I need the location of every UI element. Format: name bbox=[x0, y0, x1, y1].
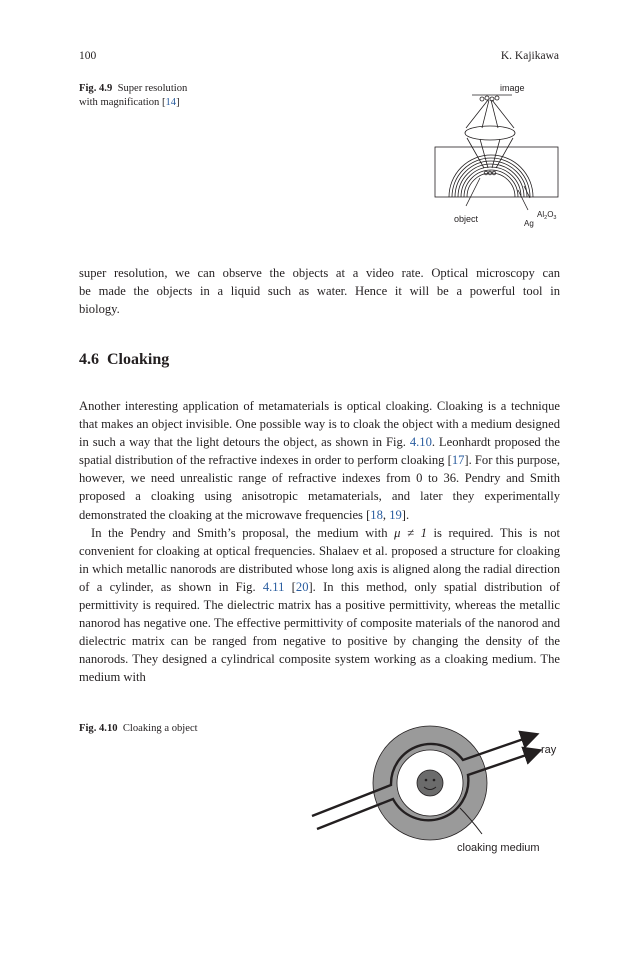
ray-label: ray bbox=[541, 744, 557, 756]
ref-14-link[interactable]: 14 bbox=[165, 97, 177, 108]
lens-box bbox=[435, 147, 558, 197]
ref-18-link[interactable]: 18 bbox=[370, 507, 383, 522]
ref-19-link[interactable]: 19 bbox=[389, 507, 402, 522]
cloaking-body bbox=[79, 397, 560, 687]
section-title bbox=[79, 351, 169, 369]
paragraph-super-resolution bbox=[79, 264, 560, 318]
mu-expression: μ ≠ 1 bbox=[394, 525, 427, 540]
object-eye-left bbox=[425, 779, 428, 782]
hidden-object bbox=[417, 770, 443, 796]
para1-line: be made the objects in a liquid such as water. Hence it will be a powerful tool in bbox=[79, 284, 560, 299]
fig-4-10-caption-text: Cloaking a object bbox=[122, 723, 198, 734]
ref-17-link[interactable]: 17 bbox=[451, 453, 465, 468]
object-eye-right bbox=[433, 779, 436, 782]
cloaking-diagram bbox=[300, 722, 570, 872]
fig-4-9-caption-end: ] bbox=[176, 97, 180, 108]
section-title-text: Cloaking bbox=[107, 351, 170, 368]
ref-20-link[interactable]: 20 bbox=[295, 579, 309, 594]
section-number: 4.6 bbox=[79, 351, 99, 368]
fig-4-10-label: Fig. 4.10 bbox=[79, 723, 118, 734]
hyperlens-layers bbox=[449, 155, 533, 197]
para1-line: super resolution, we can observe the objects at a video rate. Optical microscopy can bbox=[79, 266, 560, 280]
fig-4-9-caption bbox=[79, 82, 259, 110]
fig-4-10-link[interactable]: 4.10 bbox=[409, 435, 432, 450]
image-spots bbox=[480, 96, 499, 101]
lens bbox=[465, 126, 515, 140]
running-head-author: K. Kajikawa bbox=[500, 50, 559, 62]
page-number: 100 bbox=[79, 50, 97, 62]
paragraph-pendry-smith: In the Pendry and Smith’s proposal, the medium with μ ≠ 1 is required. This is not convenient for cloaking at optical frequencies. Shalaev et al. proposed a structure for cloaking in which metallic nanorods are distributed whose long axis is aligned along the radial direction of a cylinder, as shown in Fig. 4.11 [20]. In this method, only spatial distribution of permittivity is required. The dielectric matrix has a positive permittivity, whereas the metallic nanorod has negative one. The effective permittivity of composite materials of the nanorod and dielectric matrix can be ranged from negative to positive by changing the density of the nanorods. They designed a cylindrical composite system working as a cloaking medium. The medium with bbox=[79, 525, 561, 685]
fig-4-9-caption-text-2: with magnification [ bbox=[79, 97, 166, 108]
fig-4-11-link[interactable]: 4.11 bbox=[262, 579, 285, 594]
ag-label: Ag bbox=[524, 219, 534, 228]
paragraph-cloaking-intro: Another interesting application of metamaterials is optical cloaking. Cloaking is a technique that makes an object invisible. One possible way is to cloak the object with a medium designed in such a way that the light detours the object, as shown in Fig. 4.10. Leonhardt proposed the spatial distribution of the refractive indexes in order to perform cloaking [17]. For this purpose, however, we need unrealistic range of refractive indexes from 0 to 36. Pendry and Smith proposed a cloaking using anisotropic metamaterials, and later they experimentally demonstrated the cloaking at the microwave frequencies [18, 19]. bbox=[79, 399, 561, 522]
para1-line: biology. bbox=[79, 302, 120, 317]
fig-4-9-label: Fig. 4.9 bbox=[79, 83, 113, 94]
fig-4-10-caption bbox=[79, 722, 198, 736]
object-label: object bbox=[454, 214, 479, 224]
image-label: image bbox=[500, 83, 525, 93]
super-resolution-diagram bbox=[420, 78, 570, 238]
fig-4-9-caption-text-1: Super resolution bbox=[117, 83, 188, 94]
al2o3-label: $Al_2O_3$ bbox=[537, 210, 557, 221]
cloaking-medium-label: cloaking medium bbox=[457, 842, 540, 854]
